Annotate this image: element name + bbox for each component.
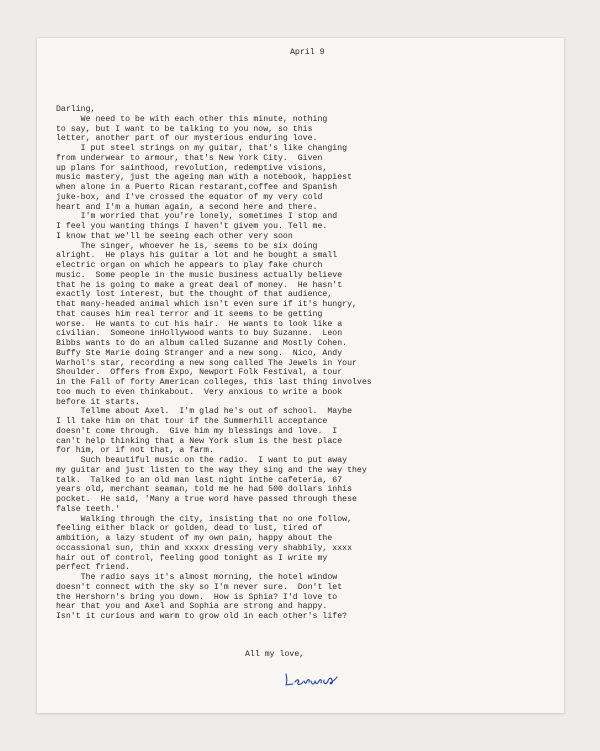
letter-line: doesn't come through. Give him my blessings and love. I bbox=[56, 426, 338, 436]
letter-line: Shoulder. Offers from Expo, Newport Folk Festival, a tour bbox=[56, 368, 343, 378]
letter-line: years old, merchant seaman, told me he had 500 dollars inhis bbox=[56, 485, 352, 495]
letter-line: Bibbs wants to do an album called Suzanne and Mostly Cohen. bbox=[56, 339, 348, 348]
letter-line: doesn't connect with the sky so I'm never sure. Don't let bbox=[56, 582, 343, 592]
letter-line: heart and I'm a human again, a second here and there. bbox=[56, 202, 318, 212]
letter-line: music mastery, just the ageing man with a notebook, happiest bbox=[56, 173, 352, 183]
letter-line: before it starts. bbox=[56, 397, 140, 407]
letter-line: Tellme about Axel. I'm glad he's out of school. Maybe bbox=[56, 407, 352, 417]
letter-line: to say, but I want to be talking to you now, so this bbox=[56, 124, 313, 134]
letter-line: can't help thinking that a New York slum is the best place bbox=[56, 436, 343, 446]
letter-line: Walking through the city, insisting that no one follow, bbox=[56, 514, 352, 524]
letter-line: letter, another part of our mysterious enduring love. bbox=[56, 134, 318, 144]
letter-line: I feel you wanting things I haven't givem you. Tell me. bbox=[56, 222, 328, 231]
letter-line: worse. He wants to cut his hair. He wants to look like a bbox=[56, 319, 343, 329]
letter-line: I know that we'll be seeing each other very soon bbox=[56, 231, 293, 241]
letter-body bbox=[56, 105, 514, 622]
letter-line: feeling either black or golden, dead to lust, tired of bbox=[56, 524, 323, 534]
letter-line: perfect friend. bbox=[56, 563, 130, 573]
letter-line: pocket. He said, 'Many a true word have passed through these bbox=[56, 495, 357, 504]
letter-line: I put steel strings on my guitar, that's like changing bbox=[56, 144, 348, 153]
handwritten-signature bbox=[284, 670, 344, 688]
letter-line: The radio says it's almost morning, the hotel window bbox=[56, 573, 338, 582]
letter-line: music. Some people in the music business actually believe bbox=[56, 270, 343, 280]
letter-line: Warhol's star, recording a new song called The Jewels in Your bbox=[56, 358, 357, 368]
letter-line: civilian. Someone inHollywood wants to buy Suzanne. Leon bbox=[56, 329, 343, 339]
letter-line: Such beautiful music on the radio. I want to put away bbox=[56, 456, 348, 465]
letter-line: for him, or if not that, a farm. bbox=[56, 446, 214, 456]
letter-line: Buffy Ste Marie doing Stranger and a new song. Nico, Andy bbox=[56, 348, 343, 358]
letter-line: my guitar and just listen to the way they sing and the way they bbox=[56, 465, 367, 475]
letter-line: occassional sun, thin and xxxxx dressing very shabbily, xxxx bbox=[56, 543, 352, 553]
letter-line: false teeth.' bbox=[56, 504, 121, 514]
letter-line: electric organ on which he appears to play fake church bbox=[56, 261, 323, 270]
letter-line: talk. Talked to an old man last night inthe cafeteria, 67 bbox=[56, 475, 343, 485]
letter-line: The singer, whoever he is, seems to be six doing bbox=[56, 241, 318, 251]
letter-line: I'm worried that you're lonely, sometimes I stop and bbox=[56, 212, 338, 222]
letter-line: We need to be with each other this minute, nothing bbox=[56, 114, 328, 124]
letter-line: Darling, bbox=[56, 105, 96, 114]
letter-line: alright. He plays his guitar a lot and he bought a small bbox=[56, 251, 338, 261]
letter-line: ambition, a lazy student of my own pain, happy about the bbox=[56, 534, 333, 543]
letter-line: too much to even thinkabout. Very anxious to write a book bbox=[56, 387, 343, 397]
letter-line: hair out of control, feeling good tonight as I write my bbox=[56, 553, 328, 563]
letter-line: in the Fall of forty American colleges, this last thing involves bbox=[56, 378, 372, 387]
letter-line: from underwear to armour, that's New York City. Given bbox=[56, 153, 323, 163]
letter-closing: All my love, bbox=[245, 650, 305, 659]
letter-line: juke-box, and I've crossed the equator of my very cold bbox=[56, 192, 323, 202]
letter-line: exactly lost interest, but the thought of that audience, bbox=[56, 290, 333, 300]
letter-line: that many-headed animal which isn't even sure if it's hungry, bbox=[56, 300, 357, 309]
letter-line: up plans for sainthood, revolution, redemptive visions, bbox=[56, 163, 328, 173]
signature-graphic bbox=[284, 670, 344, 688]
letter-line: when alone in a Puerto Rican restarant,coffee and Spanish bbox=[56, 183, 338, 192]
letter-line: that he is going to make a great deal of money. He hasn't bbox=[56, 280, 343, 290]
letter-line: I ll take him on that tour if the Summerhill acceptance bbox=[56, 417, 328, 426]
letter-line: hear that you and Axel and Sophia are strong and happy. bbox=[56, 602, 328, 612]
letter-line: that causes him real terror and it seems to be getting bbox=[56, 309, 323, 319]
letter-date: April 9 bbox=[290, 48, 325, 57]
letter-line: Isn't it curious and warm to grow old in each other's life? bbox=[56, 612, 348, 621]
letter-line: the Hershorn's bring you down. How is Sphia? I'd love to bbox=[56, 592, 338, 602]
